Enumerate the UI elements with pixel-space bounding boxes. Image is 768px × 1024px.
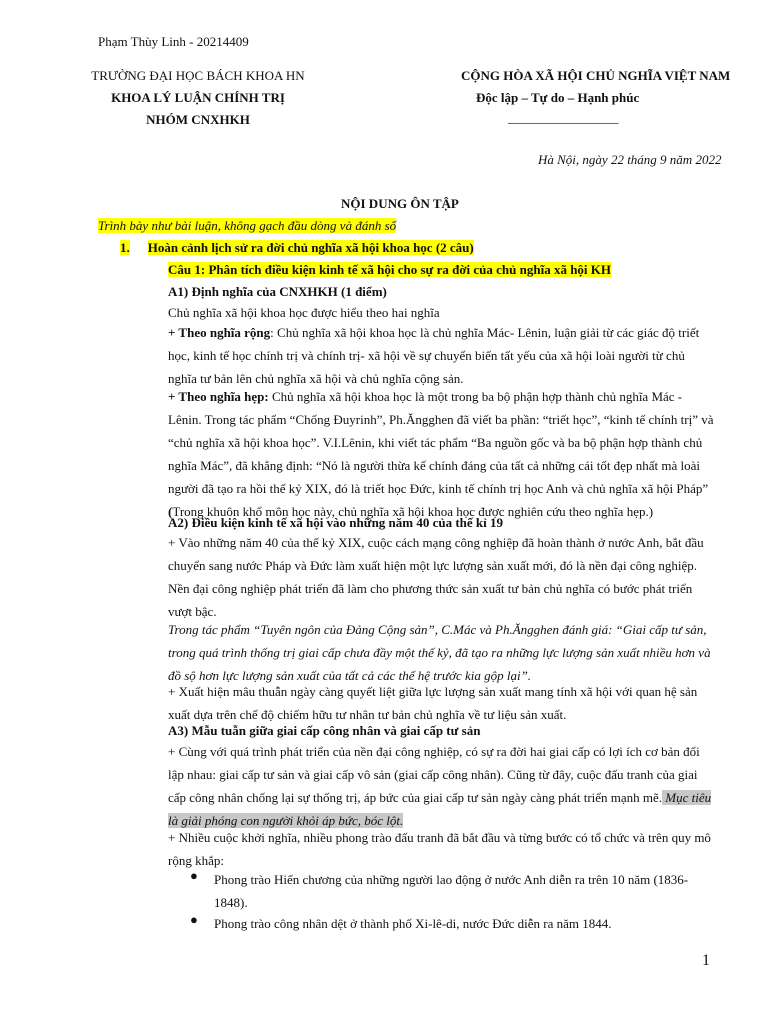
a2-quote: Trong tác phẩm “Tuyên ngôn của Đảng Cộng sản”, C.Mác và Ph.Ăngghen đánh giá: “Giai cấp tư sản, trong quá trình thống trị giai cấp chưa đầy một thế kỷ, đã tạo ra những lực lượng sản xuất nhiều hơn và đồ sộ hơn lực lượng sản xuất của tất cả các thế hệ trước kia gộp lại”. <box>168 622 711 683</box>
a1-intro: Chủ nghĩa xã hội khoa học được hiểu theo hai nghĩa <box>168 305 440 320</box>
a1-narrow-paragraph: + Theo nghĩa hẹp: Chủ nghĩa xã hội khoa học là một trong ba bộ phận hợp thành chủ nghĩa Mác - Lênin. Trong tác phẩm “Chống Đuyrinh”, Ph.Ăngghen đã viết ba phần: “triết học”, “kinh tế chính trị” và “chủ nghĩa xã hội khoa học”. V.I.Lênin, khi viết tác phẩm “Ba nguồn gốc và ba bộ phận hợp thành chủ nghĩa Mác”, đã khẳng định: “Nó là người thừa kế chính đáng của tất cả những cái tốt đẹp nhất mà loài người đã tạo ra hồi thế kỷ XIX, đó là triết học Đức, kinh tế chính trị học Anh và chủ nghĩa xã hội Pháp” (Trong khuôn khổ môn học này, chủ nghĩa xã hội khoa học được nghiên cứu theo nghĩa hẹp.) <box>168 389 714 519</box>
question-heading: Câu 1: Phân tích điều kiện kinh tế xã hội cho sự ra đời của chủ nghĩa xã hội KH <box>168 262 612 277</box>
a2-paragraph-2: + Xuất hiện mâu thuẫn ngày càng quyết liệt giữa lực lượng sản xuất mang tính xã hội với quan hệ sản xuất dựa trên chế độ chiếm hữu tư nhân tư bản chủ nghĩa về tư liệu sản xuất. <box>168 684 698 722</box>
a3-heading: A3) Mẫu tuẫn giữa giai cấp công nhân và giai cấp tư sản <box>168 723 481 738</box>
date-line: Hà Nội, ngày 22 tháng 9 năm 2022 <box>538 152 722 167</box>
a1-broad-paragraph: + Theo nghĩa rộng: Chủ nghĩa xã hội khoa học là chủ nghĩa Mác- Lênin, luận giải từ các giác độ triết học, kinh tế học chính trị và chính trị- xã hội về sự chuyển biến tất yếu của xã hội loài người từ chủ nghĩa tư bản lên chủ nghĩa xã hội và chủ nghĩa cộng sản. <box>168 325 700 386</box>
faculty-name: KHOA LÝ LUẬN CHÍNH TRỊ <box>111 90 285 105</box>
a3-paragraph-1: + Cùng với quá trình phát triển của nền đại công nghiệp, có sự ra đời hai giai cấp có lợi ích cơ bản đối lập nhau: giai cấp tư sản và giai cấp vô sản (giai cấp công nhân). Cũng từ đây, cuộc đấu tranh của giai cấp công nhân chống lại sự thống trị, áp bức của giai cấp tư sản ngày càng phát triển mạnh mẽ. Mục tiêu là giải phóng con người khỏi áp bức, bóc lột. <box>168 744 712 828</box>
bullet-icon: ● <box>190 868 198 883</box>
author-line: Phạm Thùy Linh - 20214409 <box>98 34 249 49</box>
country-name: CỘNG HÒA XÃ HỘI CHỦ NGHĨA VIỆT NAM <box>461 68 731 83</box>
a1-heading: A1) Định nghĩa của CNXHKH (1 điểm) <box>168 284 387 299</box>
instruction-note: Trình bày như bài luận, không gạch đầu dòng và đánh số <box>98 218 397 233</box>
section-heading <box>120 240 474 256</box>
national-motto: Độc lập – Tự do – Hạnh phúc <box>476 90 640 105</box>
highlighted-goal: Mục tiêu <box>662 790 712 805</box>
section-title: Hoàn cảnh lịch sử ra đời chủ nghĩa xã hội khoa học (2 câu) <box>147 240 474 255</box>
section-number: 1. <box>120 240 130 255</box>
school-name: TRƯỜNG ĐẠI HỌC BÁCH KHOA HN <box>91 68 305 83</box>
list-item: Phong trào công nhân dệt ở thành phố Xi-lê-di, nước Đức diễn ra năm 1844. <box>214 916 612 931</box>
a2-paragraph-1: + Vào những năm 40 của thế kỷ XIX, cuộc cách mạng công nghiệp đã hoàn thành ở nước Anh, bắt đầu chuyển sang nước Pháp và Đức làm xuất hiện một lực lượng sản xuất mới, đó là nền đại công nghiệp. Nền đại công nghiệp phát triển đã làm cho phương thức sản xuất tư bản chủ nghĩa có bước phát triển vượt bậc. <box>168 535 704 619</box>
broad-label: + Theo nghĩa rộng <box>168 325 271 340</box>
list-item: Phong trào Hiến chương của những người lao động ở nước Anh diễn ra trên 10 năm (1836- 1848). <box>214 872 689 910</box>
a2-heading: A2) Điều kiện kinh tế xã hội vào những năm 40 của thế kỉ 19 <box>168 515 504 530</box>
group-name: NHÓM CNXHKH <box>146 112 250 127</box>
motto-underline: _________________ <box>508 110 619 125</box>
document-title: NỘI DUNG ÔN TẬP <box>341 196 459 211</box>
page-number: 1 <box>702 952 710 969</box>
bullet-icon: ● <box>190 912 198 927</box>
narrow-label: + Theo nghĩa hẹp: <box>168 389 269 404</box>
a3-paragraph-2: + Nhiều cuộc khởi nghĩa, nhiều phong trào đấu tranh đã bắt đầu và từng bước có tổ chức và trên quy mô rộng khắp: <box>168 830 711 868</box>
